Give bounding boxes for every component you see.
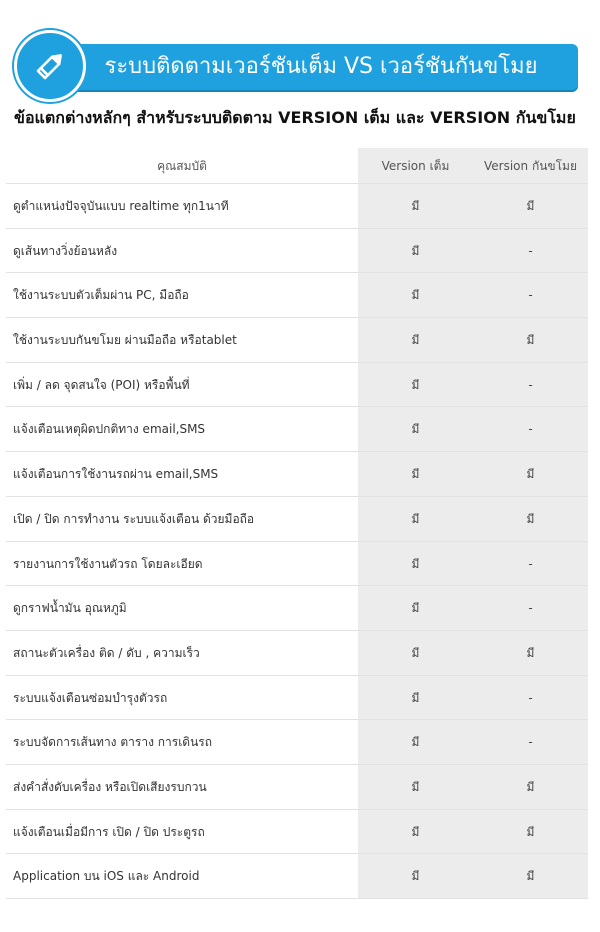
anti-theft-cell: มี	[473, 765, 588, 809]
feature-cell: เปิด / ปิด การทำงาน ระบบแจ้งเตือน ด้วยมือถือ	[13, 511, 255, 526]
table-row	[6, 631, 588, 676]
anti-theft-cell: มี	[473, 854, 588, 898]
feature-cell: แจ้งเตือนการใช้งานรถผ่าน email,SMS	[13, 467, 219, 482]
anti-theft-cell: มี	[473, 452, 588, 496]
table-row	[6, 497, 588, 542]
table-body	[6, 184, 588, 899]
table-row	[6, 676, 588, 721]
feature-cell: ดูเส้นทางวิ่งย้อนหลัง	[13, 243, 118, 258]
full-version-cell: มี	[358, 497, 473, 541]
anti-theft-cell: มี	[473, 184, 588, 228]
full-version-cell: มี	[358, 407, 473, 451]
feature-cell: เพิ่ม / ลด จุดสนใจ (POI) หรือพื้นที่	[13, 377, 190, 392]
table-header	[6, 148, 588, 184]
banner-title: ระบบติดตามเวอร์ชันเต็ม VS เวอร์ชันกันขโมย	[104, 54, 538, 79]
table-row	[6, 765, 588, 810]
full-version-cell: มี	[358, 318, 473, 362]
full-version-cell: มี	[358, 363, 473, 407]
header-full-version: Version เต็ม	[358, 148, 473, 183]
full-version-cell: มี	[358, 542, 473, 586]
full-version-cell: มี	[358, 810, 473, 854]
feature-cell: Application บน iOS และ Android	[13, 869, 200, 884]
feature-cell: ใช้งานระบบกันขโมย ผ่านมือถือ หรือtablet	[13, 333, 237, 348]
full-version-cell: มี	[358, 229, 473, 273]
anti-theft-cell: -	[473, 273, 588, 317]
table-row	[6, 363, 588, 408]
table-row	[6, 452, 588, 497]
full-version-cell: มี	[358, 273, 473, 317]
anti-theft-cell: -	[473, 676, 588, 720]
full-version-cell: มี	[358, 586, 473, 630]
title-banner	[14, 30, 578, 102]
anti-theft-cell: มี	[473, 497, 588, 541]
feature-cell: ระบบแจ้งเตือนซ่อมบำรุงตัวรถ	[13, 690, 168, 705]
anti-theft-cell: -	[473, 229, 588, 273]
table-row	[6, 720, 588, 765]
full-version-cell: มี	[358, 720, 473, 764]
anti-theft-cell: -	[473, 542, 588, 586]
table-row	[6, 184, 588, 229]
anti-theft-cell: -	[473, 586, 588, 630]
table-row	[6, 318, 588, 363]
anti-theft-cell: มี	[473, 810, 588, 854]
pencil-icon	[30, 46, 70, 86]
page-heading: ข้อแตกต่างหลักๆ สำหรับระบบติดตาม VERSION เต็ม และ VERSION กันขโมย	[14, 108, 576, 127]
full-version-cell: มี	[358, 452, 473, 496]
feature-cell: ส่งคำสั่งดับเครื่อง หรือเปิดเสียงรบกวน	[13, 779, 207, 794]
anti-theft-cell: -	[473, 363, 588, 407]
anti-theft-cell: -	[473, 720, 588, 764]
table-row	[6, 229, 588, 274]
feature-cell: ดูตำแหน่งปัจจุบันแบบ realtime ทุก1นาที	[13, 199, 229, 213]
table-row	[6, 407, 588, 452]
header-anti-theft-version: Version กันขโมย	[473, 148, 588, 183]
table-row	[6, 854, 588, 899]
table-row	[6, 542, 588, 587]
full-version-cell: มี	[358, 854, 473, 898]
table-row	[6, 810, 588, 855]
table-row	[6, 273, 588, 318]
feature-cell: ดูกราฟน้ำมัน อุณหภูมิ	[13, 601, 127, 616]
full-version-cell: มี	[358, 184, 473, 228]
full-version-cell: มี	[358, 676, 473, 720]
feature-cell: ระบบจัดการเส้นทาง ตาราง การเดินรถ	[13, 735, 212, 750]
banner-icon-badge	[14, 30, 86, 102]
feature-cell: ใช้งานระบบตัวเต็มผ่าน PC, มือถือ	[13, 288, 189, 303]
anti-theft-cell: มี	[473, 631, 588, 675]
anti-theft-cell: -	[473, 407, 588, 451]
anti-theft-cell: มี	[473, 318, 588, 362]
feature-cell: สถานะตัวเครื่อง ติด / ดับ , ความเร็ว	[13, 645, 200, 660]
comparison-table	[6, 148, 588, 899]
header-feature: คุณสมบัติ	[157, 159, 207, 173]
feature-cell: แจ้งเตือนเหตุผิดปกติทาง email,SMS	[13, 422, 206, 437]
feature-cell: รายงานการใช้งานตัวรถ โดยละเอียด	[13, 556, 203, 571]
full-version-cell: มี	[358, 631, 473, 675]
full-version-cell: มี	[358, 765, 473, 809]
table-row	[6, 586, 588, 631]
feature-cell: แจ้งเตือนเมื่อมีการ เปิด / ปิด ประตูรถ	[13, 824, 205, 839]
